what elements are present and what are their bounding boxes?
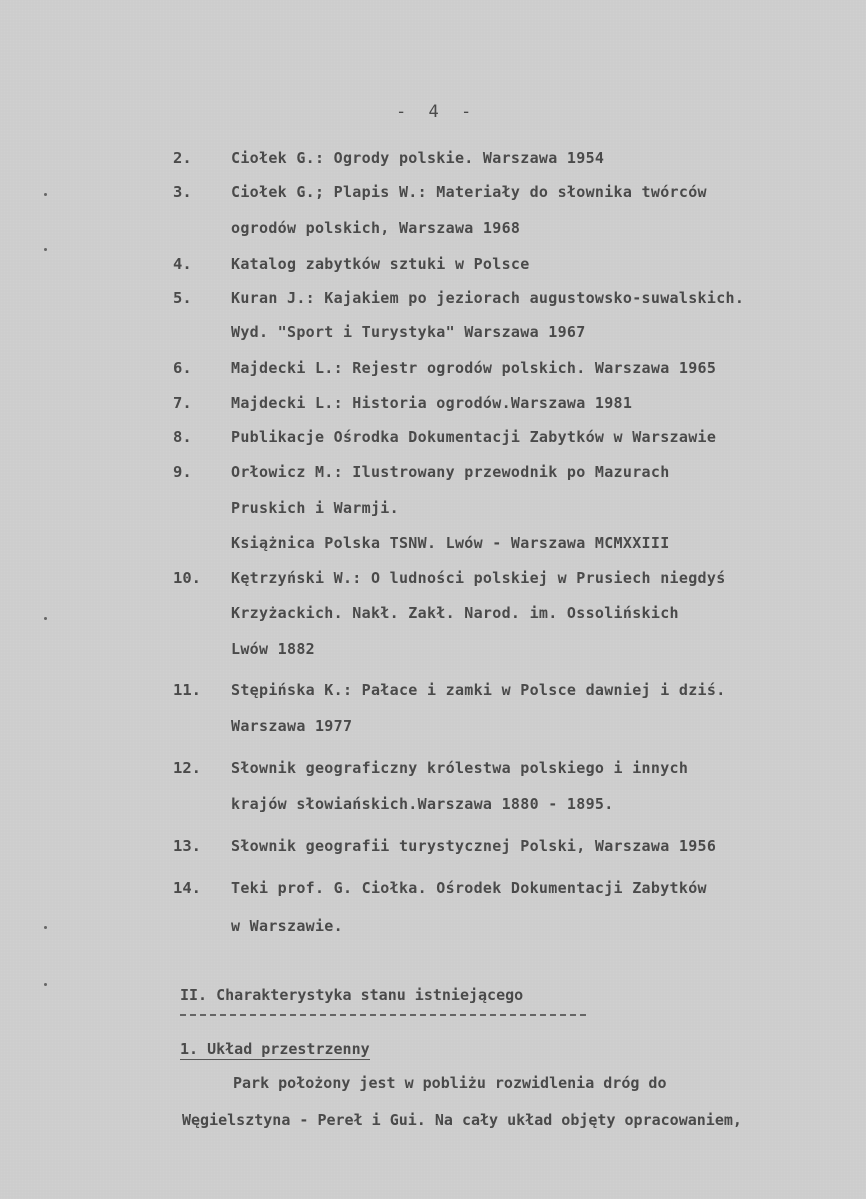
reference-text-line: Pruskich i Warmji. xyxy=(231,499,399,517)
margin-speck xyxy=(44,248,47,251)
reference-text-line: Ciołek G.; Plapis W.: Materiały do słownika twórców xyxy=(231,183,707,201)
reference-text-line: Słownik geografii turystycznej Polski, Warszawa 1956 xyxy=(231,837,717,855)
reference-number: 14. xyxy=(173,879,201,897)
subsection-heading: 1. Układ przestrzenny xyxy=(180,1040,370,1058)
body-paragraph-line: Park położony jest w pobliżu rozwidlenia dróg do xyxy=(233,1074,667,1092)
reference-number: 5. xyxy=(173,289,192,307)
reference-number: 2. xyxy=(173,149,192,167)
section-heading: II. Charakterystyka stanu istniejącego xyxy=(180,986,524,1004)
reference-text-line: Publikacje Ośrodka Dokumentacji Zabytków w Warszawie xyxy=(231,428,717,446)
reference-text-line: Warszawa 1977 xyxy=(231,717,353,735)
reference-number: 10. xyxy=(173,569,201,587)
reference-text-line: Książnica Polska TSNW. Lwów - Warszawa MCMXXIII xyxy=(231,534,670,552)
reference-number: 12. xyxy=(173,759,201,777)
reference-text-line: Słownik geograficzny królestwa polskiego i innych xyxy=(231,759,689,777)
reference-text-line: Stępińska K.: Pałace i zamki w Polsce dawniej i dziś. xyxy=(231,681,726,699)
reference-text-line: krajów słowiańskich.Warszawa 1880 - 1895. xyxy=(231,795,614,813)
reference-number: 8. xyxy=(173,428,192,446)
reference-text-line: Kuran J.: Kajakiem po jeziorach augustowsko-suwalskich. xyxy=(231,289,745,307)
reference-number: 13. xyxy=(173,837,201,855)
margin-speck xyxy=(44,926,47,929)
margin-speck xyxy=(44,193,47,196)
reference-number: 7. xyxy=(173,394,192,412)
reference-text-line: Krzyżackich. Nakł. Zakł. Narod. im. Ossolińskich xyxy=(231,604,679,622)
margin-speck xyxy=(44,983,47,986)
reference-number: 9. xyxy=(173,463,192,481)
page-number: - 4 - xyxy=(396,102,478,122)
reference-text-line: w Warszawie. xyxy=(231,917,343,935)
reference-text-line: Teki prof. G. Ciołka. Ośrodek Dokumentacji Zabytków xyxy=(231,879,707,897)
reference-number: 6. xyxy=(173,359,192,377)
reference-text-line: Kętrzyński W.: O ludności polskiej w Prusiech niegdyś xyxy=(231,569,726,587)
reference-text-line: ogrodów polskich, Warszawa 1968 xyxy=(231,219,521,237)
reference-text-line: Orłowicz M.: Ilustrowany przewodnik po Mazurach xyxy=(231,463,670,481)
reference-text-line: Lwów 1882 xyxy=(231,640,315,658)
reference-number: 11. xyxy=(173,681,201,699)
reference-text-line: Majdecki L.: Rejestr ogrodów polskich. Warszawa 1965 xyxy=(231,359,717,377)
body-paragraph-line: Węgielsztyna - Pereł i Gui. Na cały układ objęty opracowaniem, xyxy=(182,1111,742,1129)
section-heading-double-underline xyxy=(180,1014,586,1016)
reference-text-line: Majdecki L.: Historia ogrodów.Warszawa 1981 xyxy=(231,394,633,412)
margin-speck xyxy=(44,617,47,620)
reference-text-line: Wyd. "Sport i Turystyka" Warszawa 1967 xyxy=(231,323,586,341)
reference-text-line: Katalog zabytków sztuki w Polsce xyxy=(231,255,530,273)
reference-number: 4. xyxy=(173,255,192,273)
reference-number: 3. xyxy=(173,183,192,201)
reference-text-line: Ciołek G.: Ogrody polskie. Warszawa 1954 xyxy=(231,149,605,167)
